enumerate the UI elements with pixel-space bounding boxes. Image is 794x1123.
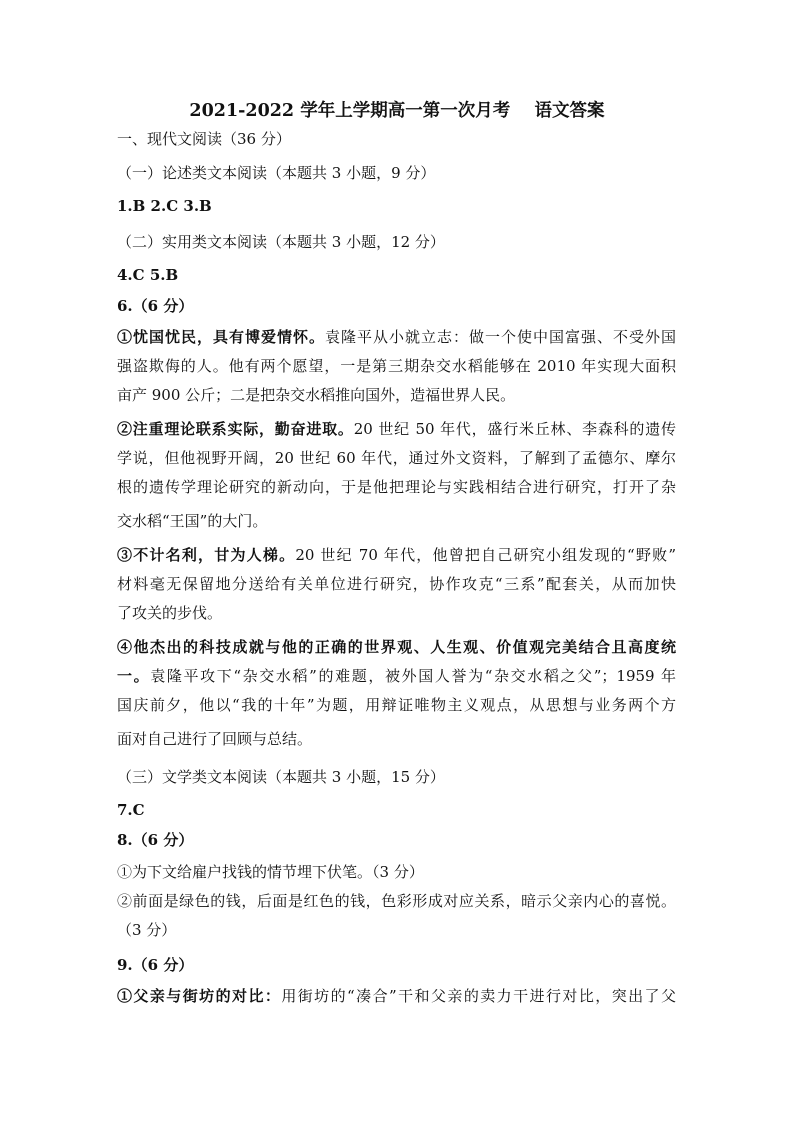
q6-point4-line4: 面对自己进行了回顾与总结。 [117, 730, 313, 748]
question-9-label: 9.（6 分） [117, 956, 194, 974]
q6-point2-line4: 交水稻“王国”的大门。 [117, 512, 268, 530]
q6-point4-line1: ④他杰出的科技成就与他的正确的世界观、人生观、价值观完美结合且高度统 [117, 638, 676, 656]
q6-point2-line3: 根的遗传学理论研究的新动向，于是他把理论与实践相结合进行研究，打开了杂 [117, 478, 676, 496]
q6-point3-line3: 了攻关的步伐。 [117, 604, 223, 622]
q6-point1-line2: 强盗欺侮的人。他有两个愿望，一是第三期杂交水稻能够在 2010 年实现大面积 [117, 357, 676, 375]
question-6-label: 6.（6 分） [117, 297, 194, 315]
q6-point4-line2 [117, 666, 676, 686]
part2-heading: （二）实用类文本阅读（本题共 3 小题，12 分） [117, 233, 445, 251]
question-7-answer: 7.C [117, 801, 145, 819]
part1-answers: 1.B 2.C 3.B [117, 197, 212, 215]
part2-answers: 4.C 5.B [117, 266, 179, 284]
q6-point3-line2: 材料毫无保留地分送给有关单位进行研究，协作攻克“三系”配套关，从而加快 [117, 575, 676, 593]
page-title: 2021-2022 学年上学期高一第一次月考 语文答案 [189, 101, 605, 121]
q6-point2-line1 [117, 419, 676, 439]
q9-point1-line1 [117, 986, 676, 1006]
part3-heading: （三）文学类文本阅读（本题共 3 小题，15 分） [117, 768, 445, 786]
q8-point2-line2: （3 分） [117, 921, 177, 939]
q6-point4-text: 袁隆平攻下“杂交水稻”的难题，被外国人誉为“杂交水稻之父”；1959 年 [150, 667, 676, 685]
q8-point1: ①为下文给雇户找钱的情节埋下伏笔。（3 分） [117, 863, 424, 881]
section-heading-modern-reading: 一、现代文阅读（36 分） [117, 130, 291, 148]
question-8-label: 8.（6 分） [117, 831, 194, 849]
q6-point2-text: 20 世纪 50 年代，盛行米丘林、李森科的遗传 [353, 420, 676, 438]
q6-point3-text: 20 世纪 70 年代，他曾把自己研究小组发现的“野败” [295, 546, 676, 564]
part1-heading: （一）论述类文本阅读（本题共 3 小题，9 分） [117, 164, 436, 182]
q6-point1-line3: 亩产 900 公斤；二是把杂交水稻推向国外，造福世界人民。 [117, 386, 516, 404]
q6-point2-line2: 学说，但他视野开阔，20 世纪 60 年代，通过外文资料，了解到了孟德尔、摩尔 [117, 449, 676, 467]
q9-point1-text: 用街坊的“凑合”干和父亲的卖力干进行对比，突出了父 [281, 987, 676, 1005]
q9-point1-title: ①父亲与街坊的对比： [117, 987, 282, 1005]
q6-point4-line3: 国庆前夕，他以“我的十年”为题，用辩证唯物主义观点，从思想与业务两个方 [117, 696, 676, 714]
q6-point1-text: 袁隆平从小就立志：做一个使中国富强、不受外国 [325, 328, 676, 346]
q6-point1-line1 [117, 327, 676, 347]
q6-point3-title: ③不计名利，甘为人梯。 [117, 546, 296, 564]
q6-point3-line1 [117, 545, 676, 565]
q8-point2-line1: ②前面是绿色的钱，后面是红色的钱，色彩形成对应关系，暗示父亲内心的喜悦。 [117, 892, 676, 910]
q6-point4-title-end: 一。 [117, 667, 151, 685]
q6-point2-title: ②注重理论联系实际，勤奋进取。 [117, 420, 354, 438]
q6-point1-title: ①忧国忧民，具有博爱情怀。 [117, 328, 325, 346]
